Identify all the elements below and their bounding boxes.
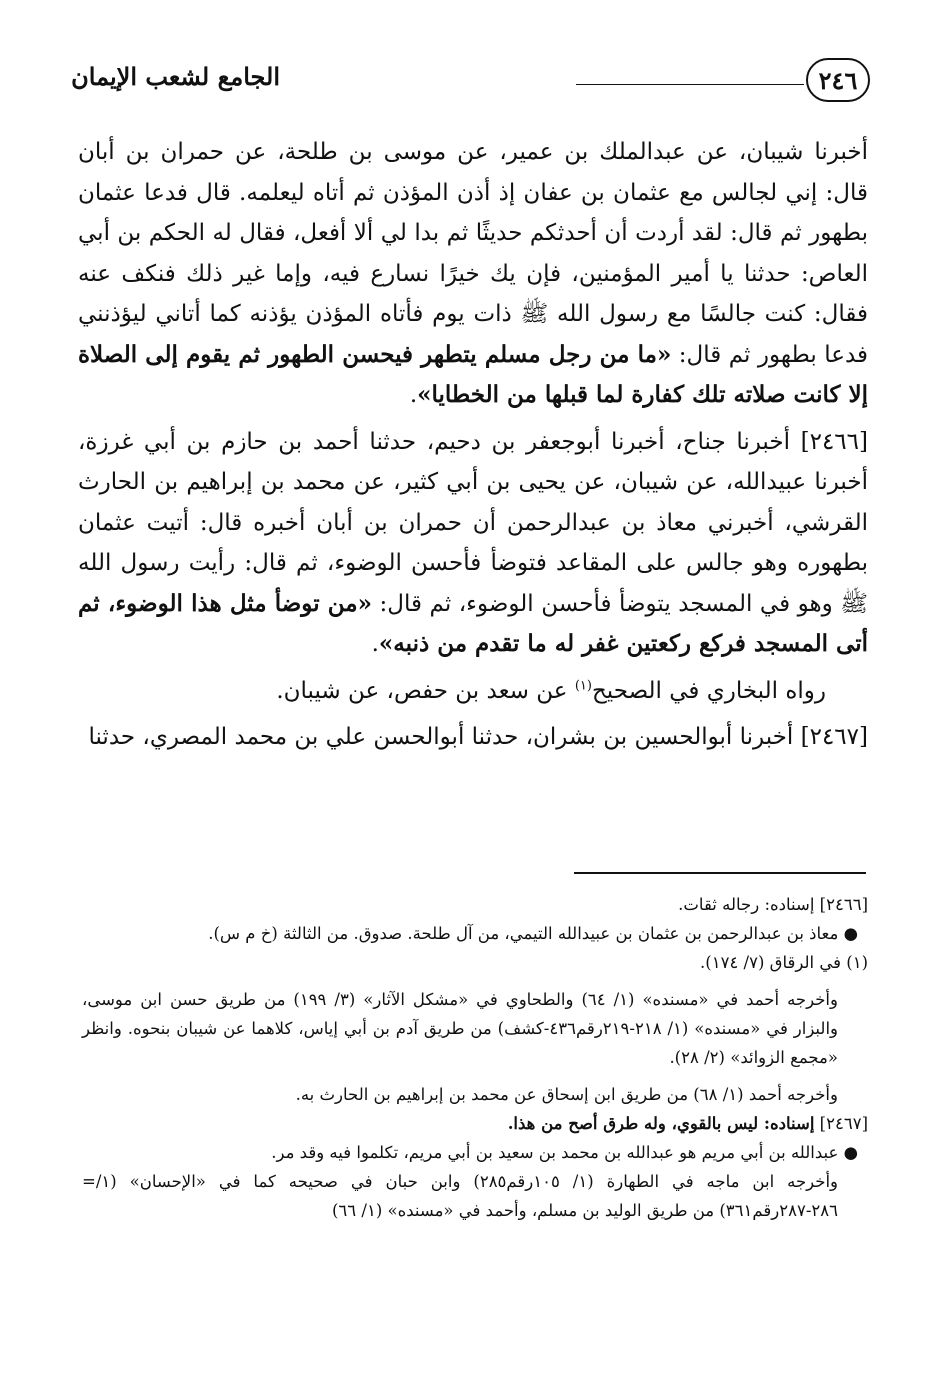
hadith-number: [٢٤٦٧] (800, 724, 868, 750)
footnote-line: (١) في الرقاق (٧/ ١٧٤). (700, 953, 868, 972)
attribution-text: رواه البخاري في الصحيح (591, 677, 826, 704)
hadith-paragraph (78, 717, 868, 758)
page-number: ٢٤٦ (806, 58, 870, 102)
footnote-line: ● عبدالله بن أبي مريم هو عبدالله بن محمد بن سعيد بن أبي مريم، تكلموا فيه وقد مر. (271, 1143, 858, 1162)
hadith-number: [٢٤٦٦] (800, 428, 868, 455)
footnote-rule (574, 872, 866, 874)
continuation-mark: = (82, 1172, 96, 1191)
hadith-paragraph (78, 132, 868, 416)
main-text (78, 132, 868, 764)
footnote-marker: (١) (574, 677, 592, 693)
attribution-text-end: عن سعد بن حفص، عن شيبان. (276, 677, 575, 704)
footnote-line (82, 1167, 868, 1225)
attribution-paragraph (78, 671, 868, 712)
footnote-text: إسناده: رجاله ثقات. (678, 895, 815, 914)
isnad-text: أخبرنا أبوالحسين بن بشران، حدثنا أبوالحسن علي بن محمد المصري، حدثنا (88, 724, 794, 750)
footnote-text: وأخرجه ابن ماجه في الطهارة (١/ ١٠٥رقم٢٨٥) وابن حبان في صحيحه كما في «الإحسان» (١/ ٢٨٦-٢٨٧رقم٣٦١) من طريق الوليد بن مسلم، وأحمد في «مسنده» (١/ ٦٦) (95, 1172, 838, 1220)
footnote-number: [٢٤٦٧] (819, 1114, 868, 1133)
period: . (409, 382, 418, 408)
running-title: الجامع لشعب الإيمان (71, 62, 280, 91)
isnad-text: أخبرنا جناح، أخبرنا أبوجعفر بن دحيم، حدثنا أحمد بن حازم بن أبي غرزة، أخبرنا عبيدالله، عن شيبان، عن يحيى بن أبي كثير، عن محمد بن إبراهيم بن الحارث القرشي، أخبرني معاذ بن عبدالرحمن أن حمران بن أبان أخبره قال: أتيت عثمان بطهوره وهو جالس على المقاعد فتوضأ فأحسن الوضوء، ثم قال: رأيت رسول الله ﷺ وهو في المسجد يتوضأ فأحسن الوضوء، ثم قال: (78, 428, 869, 617)
hadith-matn: «من توضأ مثل هذا الوضوء، ثم أتى المسجد فركع ركعتين غفر له ما تقدم من ذنبه» (78, 589, 868, 657)
footnote-line: وأخرجه أحمد (١/ ٦٨) من طريق ابن إسحاق عن محمد بن إبراهيم بن الحارث به. (295, 1085, 838, 1104)
page-header (60, 58, 870, 108)
footnote-line (82, 1109, 868, 1138)
footnote-line (82, 890, 868, 919)
footnote-line: وأخرجه أحمد في «مسنده» (١/ ٦٤) والطحاوي في «مشكل الآثار» (٣/ ١٩٩) من طريق حسن ابن موسى، والبزار في «مسنده» (١/ ٢١٨-٢١٩رقم٤٣٦-كشف) من طريق آدم بن أبي إياس، كلاهما عن شيبان بنحوه. وانظر «مجمع الزوائد» (٢/ ٢٨). (82, 990, 838, 1067)
footnote-line: ● معاذ بن عبدالرحمن بن عثمان بن عبيدالله التيمي، من آل طلحة. صدوق. من الثالثة (خ م س). (208, 924, 858, 943)
header-rule (576, 84, 804, 85)
footnote-number: [٢٤٦٦] (819, 895, 868, 914)
hadith-matn: «ما من رجل مسلم يتطهر فيحسن الطهور ثم يقوم إلى الصلاة إلا كانت صلاته تلك كفارة لما قبلها من الخطايا» (78, 340, 868, 408)
hadith-paragraph (78, 422, 868, 665)
period: . (371, 631, 379, 657)
footnote-text: إسناده: ليس بالقوي، وله طرق أصح من هذا. (507, 1114, 815, 1133)
footnotes (82, 890, 868, 1225)
isnad-text: أخبرنا شيبان، عن عبدالملك بن عمير، عن موسى بن طلحة، عن حمران بن أبان قال: إني لجالس مع عثمان بن عفان إذ أذن المؤذن ثم أتاه ليعلمه. قال فدعا عثمان بطهور ثم قال: لقد أردت أن أحدثكم حديثًا ثم بدا لي ألا أفعل، فقال له الحكم بن أبي العاص: حدثنا يا أمير المؤمنين، فإن يك خيرًا نسارع فيه، وإما غير ذلك فنكف عنه فقال: كنت جالسًا مع رسول الله ﷺ ذات يوم فأتاه المؤذن يؤذنه كما أتاني ليؤذنني فدعا بطهور ثم قال: (78, 139, 869, 368)
